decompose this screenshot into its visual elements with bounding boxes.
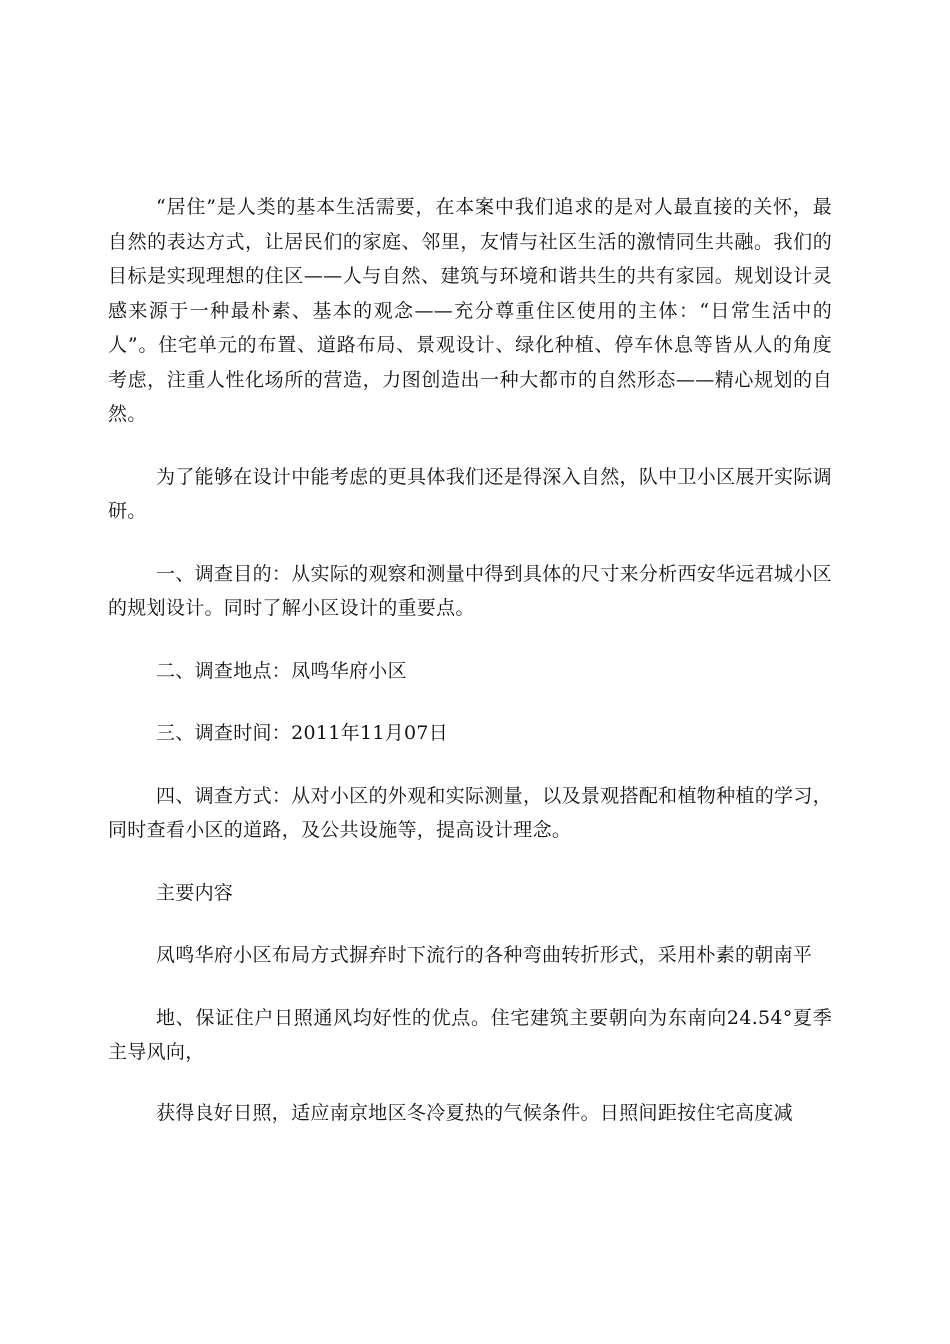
paragraph-orientation: 地、保证住户日照通风均好性的优点。住宅建筑主要朝向为东南向24.54°夏季主导风向，	[108, 1006, 832, 1063]
paragraph-method: 四、调查方式：从对小区的外观和实际测量，以及景观搭配和植物种植的学习，同时查看小区的道路，及公共设施等，提高设计理念。	[108, 784, 832, 841]
paragraph-research: 为了能够在设计中能考虑的更具体我们还是得深入自然，队中卫小区展开实际调研。	[108, 465, 832, 522]
section-heading-main-content: 主要内容	[156, 881, 234, 904]
document-body	[108, 190, 832, 1130]
paragraph-intro: “居住”是人类的基本生活需要，在本案中我们追求的是对人最直接的关怀，最自然的表达方式，让居民们的家庭、邻里，友情与社区生活的激情同生共融。我们的目标是实现理想的住区——人与自然、建筑与环境和谐共生的共有家园。规划设计灵感来源于一种最朴素、基本的观念——充分尊重住区使用的主体：“日常生活中的人”。住宅单元的布置、道路布局、景观设计、绿化种植、停车休息等皆从人的角度考虑，注重人性化场所的营造，力图创造出一种大都市的自然形态——精心规划的自然。	[108, 196, 832, 425]
paragraph-layout: 凤鸣华府小区布局方式摒弃时下流行的各种弯曲转折形式，采用朴素的朝南平	[156, 944, 813, 966]
paragraph-purpose: 一、调查目的：从实际的观察和测量中得到具体的尺寸来分析西安华远君城小区的规划设计。同时了解小区设计的重要点。	[108, 562, 832, 619]
paragraph-location: 二、调查地点：凤鸣华府小区	[156, 659, 407, 682]
paragraph-time: 三、调查时间：2011年11月07日	[156, 722, 449, 744]
paragraph-sunlight: 获得良好日照，适应南京地区冬冷夏热的气候条件。日照间距按住宅高度减	[156, 1101, 793, 1124]
